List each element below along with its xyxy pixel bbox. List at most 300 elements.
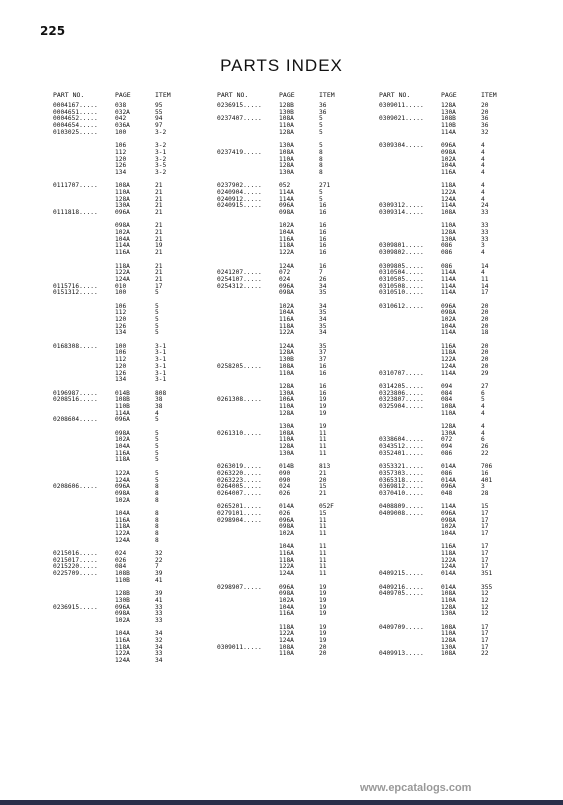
page-ref: 126 [115, 162, 127, 170]
page-ref: 102A [279, 530, 294, 537]
index-row [53, 444, 213, 451]
index-row [379, 611, 539, 618]
page-ref: 110B [441, 122, 456, 130]
page-ref: 098A [279, 590, 294, 598]
page-ref: 108A [441, 650, 456, 658]
index-row [53, 651, 213, 658]
part-number: 0111818..... [53, 209, 98, 216]
index-row [53, 310, 213, 317]
index-row [53, 511, 213, 518]
index-row [379, 524, 539, 531]
page-ref: 128A [115, 195, 130, 203]
page-ref: 108B [115, 396, 130, 404]
page-ref: 114A [115, 409, 130, 417]
item-number: 21 [155, 182, 163, 190]
item-number: 33 [481, 229, 489, 237]
index-row [379, 511, 539, 518]
index-row [217, 571, 377, 578]
item-number: 21 [155, 209, 163, 216]
item-number: 33 [481, 235, 489, 243]
index-row [53, 625, 213, 632]
index-row [217, 116, 377, 123]
item-number: 5 [319, 122, 323, 130]
part-number: 0310505..... [379, 275, 424, 283]
index-row [217, 364, 377, 371]
page-ref: 014A [441, 463, 456, 471]
item-number: 8 [155, 516, 159, 524]
item-number: 20 [481, 309, 489, 317]
page-ref: 114A [441, 275, 456, 283]
item-number: 4 [481, 162, 485, 170]
header-part-no: PART NO. [53, 91, 85, 99]
page-ref: 052 [279, 182, 291, 190]
index-row [217, 558, 377, 565]
page-ref: 118A [441, 550, 456, 558]
item-number: 36 [319, 108, 327, 116]
page-ref: 110A [279, 402, 294, 410]
page-ref: 104A [115, 509, 130, 517]
part-number: 0241207..... [217, 269, 262, 277]
index-row [53, 304, 213, 311]
item-number: 22 [481, 449, 489, 457]
item-number: 19 [155, 242, 163, 250]
item-number: 11 [319, 530, 327, 537]
index-row [379, 491, 539, 498]
item-number: 20 [481, 342, 489, 350]
index-row [379, 183, 539, 190]
index-row [379, 598, 539, 605]
item-number: 19 [319, 637, 327, 644]
index-row [53, 471, 213, 478]
page-ref: 122A [115, 469, 130, 477]
item-number: 3-2 [155, 155, 167, 163]
part-number: 0325904..... [379, 402, 424, 410]
page-ref: 128B [115, 590, 130, 598]
item-number: 55 [155, 108, 163, 116]
item-number: 34 [319, 282, 327, 290]
page-ref: 122A [115, 650, 130, 658]
page-ref: 096A [115, 483, 130, 491]
item-number: 21 [155, 195, 163, 203]
item-number: 27 [481, 382, 489, 390]
part-number: 0236915..... [53, 603, 98, 611]
part-number: 0237419..... [217, 148, 262, 156]
header-page: PAGE [441, 91, 457, 99]
index-row [53, 605, 213, 612]
index-row [53, 611, 213, 618]
part-number: 0240915..... [217, 202, 262, 210]
item-number: 22 [481, 650, 489, 658]
index-row [217, 123, 377, 130]
page-ref: 128A [441, 423, 456, 430]
part-number: 0353321..... [379, 463, 424, 471]
item-number: 5 [155, 476, 159, 484]
index-row [379, 317, 539, 324]
item-number: 16 [319, 369, 327, 377]
page-ref: 128A [279, 162, 294, 170]
item-number: 3-1 [155, 362, 167, 370]
item-number: 808 [155, 389, 167, 397]
page-ref: 122A [279, 630, 294, 638]
item-number: 3-2 [155, 142, 167, 150]
index-row [217, 598, 377, 605]
page-ref: 128A [279, 128, 294, 136]
item-number: 36 [481, 115, 489, 123]
page-ref: 122A [441, 356, 456, 364]
item-number: 19 [319, 603, 327, 611]
item-number: 32 [481, 128, 489, 136]
index-row [379, 571, 539, 578]
index-row [53, 571, 213, 578]
item-number: 11 [319, 550, 327, 558]
page-ref: 102A [115, 616, 130, 624]
watermark: www.epcatalogs.com [360, 782, 472, 794]
index-row [53, 504, 213, 511]
page-ref: 118A [279, 322, 294, 330]
index-row [53, 136, 213, 143]
item-number: 37 [319, 356, 327, 364]
item-number: 17 [155, 282, 163, 290]
item-number: 19 [319, 409, 327, 417]
page-ref: 102A [279, 302, 294, 310]
part-number: 0237902..... [217, 182, 262, 190]
page-ref: 104A [279, 229, 294, 237]
item-number: 3-2 [155, 168, 167, 176]
item-number: 16 [319, 229, 327, 237]
index-row [217, 444, 377, 451]
item-number: 3-1 [155, 342, 167, 350]
index-row [53, 437, 213, 444]
index-row [217, 330, 377, 337]
item-number: 17 [481, 637, 489, 644]
page-ref: 042 [115, 115, 127, 123]
page-ref: 118A [115, 262, 130, 270]
part-number: 0279101..... [217, 509, 262, 517]
item-number: 14 [481, 282, 489, 290]
part-number: 0265201..... [217, 503, 262, 511]
page-ref: 108A [279, 148, 294, 156]
page-ref: 108A [441, 623, 456, 631]
item-number: 19 [319, 396, 327, 404]
item-number: 35 [319, 309, 327, 317]
index-row [379, 551, 539, 558]
page-ref: 104A [115, 443, 130, 451]
part-number: 0225709..... [53, 570, 98, 578]
part-number: 0310510..... [379, 289, 424, 297]
item-number: 3 [481, 483, 485, 491]
item-number: 34 [155, 643, 163, 651]
page-ref: 128A [441, 102, 456, 109]
item-number: 39 [155, 590, 163, 598]
item-number: 12 [481, 610, 489, 618]
index-row [53, 638, 213, 645]
page-ref: 084 [115, 563, 127, 571]
index-row [379, 531, 539, 538]
item-number: 16 [319, 362, 327, 370]
page-ref: 110A [279, 436, 294, 444]
page-ref: 116A [441, 543, 456, 551]
index-row [53, 364, 213, 371]
part-number: 0264007..... [217, 489, 262, 497]
index-row [379, 344, 539, 351]
page-ref: 130A [279, 389, 294, 397]
page-ref: 106A [279, 396, 294, 404]
index-row [379, 103, 539, 110]
page-ref: 120 [115, 155, 127, 163]
item-number: 20 [481, 362, 489, 370]
index-row [217, 210, 377, 217]
index-row [53, 237, 213, 244]
index-row [217, 371, 377, 378]
item-number: 19 [319, 630, 327, 638]
item-number: 11 [319, 443, 327, 451]
page-ref: 116A [279, 316, 294, 323]
part-number: 0310707..... [379, 369, 424, 377]
part-number: 0310612..... [379, 302, 424, 310]
page-ref: 098A [441, 309, 456, 317]
page-ref: 116A [115, 449, 130, 457]
item-number: 3-2 [155, 128, 167, 136]
item-number: 17 [481, 543, 489, 551]
index-row [379, 310, 539, 317]
page-ref: 112 [115, 356, 127, 364]
part-number: 0309011..... [217, 643, 262, 651]
index-row [217, 524, 377, 531]
item-number: 706 [481, 463, 493, 471]
item-number: 8 [319, 155, 323, 163]
index-row [53, 538, 213, 545]
index-row [53, 585, 213, 592]
page-ref: 116A [279, 610, 294, 618]
index-row [379, 424, 539, 431]
part-number: 0103025..... [53, 128, 98, 136]
index-row [217, 551, 377, 558]
page-ref: 110A [115, 188, 130, 196]
index-row [53, 484, 213, 491]
index-row [217, 237, 377, 244]
page-ref: 112 [115, 309, 127, 317]
index-row [53, 578, 213, 585]
index-row [53, 197, 213, 204]
item-number: 11 [319, 523, 327, 531]
item-number: 5 [155, 436, 159, 444]
index-row [379, 143, 539, 150]
item-number: 7 [319, 269, 323, 277]
part-number: 0004652..... [53, 115, 98, 123]
item-number: 3-1 [155, 356, 167, 364]
page-ref: 124A [115, 476, 130, 484]
page-ref: 130A [441, 235, 456, 243]
page-ref: 086 [441, 449, 453, 457]
item-number: 34 [155, 657, 163, 665]
item-number: 3 [481, 242, 485, 250]
page-ref: 124A [279, 570, 294, 578]
page-ref: 038 [115, 102, 127, 109]
item-number: 8 [155, 496, 159, 504]
page-ref: 134 [115, 329, 127, 337]
item-number: 5 [155, 429, 159, 437]
index-row [53, 217, 213, 224]
page-ref: 116A [441, 168, 456, 176]
page-ref: 114A [115, 242, 130, 250]
index-row [379, 190, 539, 197]
page-ref: 124A [441, 195, 456, 203]
item-number: 12 [481, 603, 489, 611]
page-ref: 024 [115, 550, 127, 558]
part-number: 0310504..... [379, 269, 424, 277]
page-ref: 096A [441, 483, 456, 491]
page-ref: 110B [115, 402, 130, 410]
index-row [379, 210, 539, 217]
page-ref: 096A [441, 302, 456, 310]
index-row [379, 337, 539, 344]
page-ref: 010 [115, 282, 127, 290]
index-row [53, 371, 213, 378]
index-row [379, 223, 539, 230]
index-row [53, 524, 213, 531]
part-number: 0408809..... [379, 503, 424, 511]
index-row [53, 417, 213, 424]
page-ref: 104A [115, 235, 130, 243]
index-row [53, 243, 213, 250]
page-ref: 104A [115, 630, 130, 638]
item-number: 16 [319, 262, 327, 270]
index-row [53, 317, 213, 324]
part-number: 0004167..... [53, 102, 98, 109]
item-number: 34 [319, 316, 327, 323]
item-number: 94 [155, 115, 163, 123]
item-number: 11 [481, 275, 489, 283]
item-number: 5 [481, 396, 485, 404]
item-number: 5 [319, 128, 323, 136]
part-number: 0310508..... [379, 282, 424, 290]
item-number: 4 [481, 402, 485, 410]
part-number: 0263019..... [217, 463, 262, 471]
index-row [217, 518, 377, 525]
index-row [217, 631, 377, 638]
item-number: 355 [481, 583, 493, 591]
item-number: 21 [155, 262, 163, 270]
item-number: 20 [481, 102, 489, 109]
part-number: 0309801..... [379, 242, 424, 250]
index-row [217, 103, 377, 110]
item-number: 5 [155, 469, 159, 477]
index-row [217, 397, 377, 404]
item-number: 21 [155, 229, 163, 237]
item-number: 4 [481, 188, 485, 196]
item-number: 4 [481, 155, 485, 163]
part-number: 0240904..... [217, 188, 262, 196]
page-ref: 096A [279, 282, 294, 290]
part-number: 0168308..... [53, 342, 98, 350]
page-ref: 110A [441, 596, 456, 604]
part-number: 0365318..... [379, 476, 424, 484]
page-ref: 114A [441, 503, 456, 511]
index-row [379, 638, 539, 645]
index-row [379, 157, 539, 164]
part-number: 0314205..... [379, 382, 424, 390]
item-number: 6 [481, 436, 485, 444]
item-number: 4 [481, 148, 485, 156]
page-ref: 108A [441, 590, 456, 598]
page-ref: 104A [279, 543, 294, 551]
item-number: 351 [481, 570, 493, 578]
index-column-3 [379, 91, 539, 658]
index-row [217, 645, 377, 652]
item-number: 12 [481, 596, 489, 604]
item-number: 4 [481, 249, 485, 257]
item-number: 8 [155, 523, 159, 531]
part-number: 0208516..... [53, 396, 98, 404]
page-ref: 116A [115, 516, 130, 524]
index-row [217, 431, 377, 438]
item-number: 34 [155, 630, 163, 638]
page-ref: 014A [441, 583, 456, 591]
index-row [53, 330, 213, 337]
item-number: 37 [319, 349, 327, 357]
page-ref: 096A [115, 603, 130, 611]
item-number: 20 [481, 349, 489, 357]
page-ref: 098A [279, 289, 294, 297]
item-number: 20 [319, 650, 327, 658]
page-ref: 108A [115, 182, 130, 190]
index-row [53, 645, 213, 652]
page-ref: 118A [115, 643, 130, 651]
index-row [379, 177, 539, 184]
page-ref: 130A [279, 168, 294, 176]
index-row [217, 217, 377, 224]
page-ref: 104A [441, 530, 456, 537]
item-number: 19 [319, 623, 327, 631]
item-number: 11 [319, 436, 327, 444]
page-ref: 108A [279, 115, 294, 123]
index-row [379, 330, 539, 337]
item-number: 35 [319, 289, 327, 297]
page-ref: 122A [441, 556, 456, 564]
page-ref: 110A [279, 122, 294, 130]
page-ref: 096A [441, 509, 456, 517]
item-number: 21 [155, 269, 163, 277]
page-ref: 118A [279, 623, 294, 631]
page-ref: 098A [441, 516, 456, 524]
page-ref: 114A [279, 188, 294, 196]
item-number: 5 [319, 142, 323, 150]
page-ref: 128A [279, 443, 294, 451]
page-ref: 102A [115, 496, 130, 504]
index-row [217, 344, 377, 351]
page-ref: 108B [441, 115, 456, 123]
item-number: 20 [481, 316, 489, 323]
page-ref: 036A [115, 122, 130, 130]
page-ref: 112 [115, 148, 127, 156]
index-row [217, 404, 377, 411]
index-row [53, 290, 213, 297]
index-row [217, 611, 377, 618]
page-ref: 116A [279, 235, 294, 243]
page-ref: 108A [441, 402, 456, 410]
page-ref: 124A [115, 657, 130, 665]
index-row [53, 210, 213, 217]
item-number: 4 [481, 142, 485, 150]
part-number: 0263220..... [217, 469, 262, 477]
page-number: 225 [40, 24, 66, 38]
index-row [217, 544, 377, 551]
part-number: 0357303..... [379, 469, 424, 477]
index-row [217, 150, 377, 157]
page-ref: 096A [279, 516, 294, 524]
index-row [379, 150, 539, 157]
page-ref: 096A [115, 209, 130, 216]
